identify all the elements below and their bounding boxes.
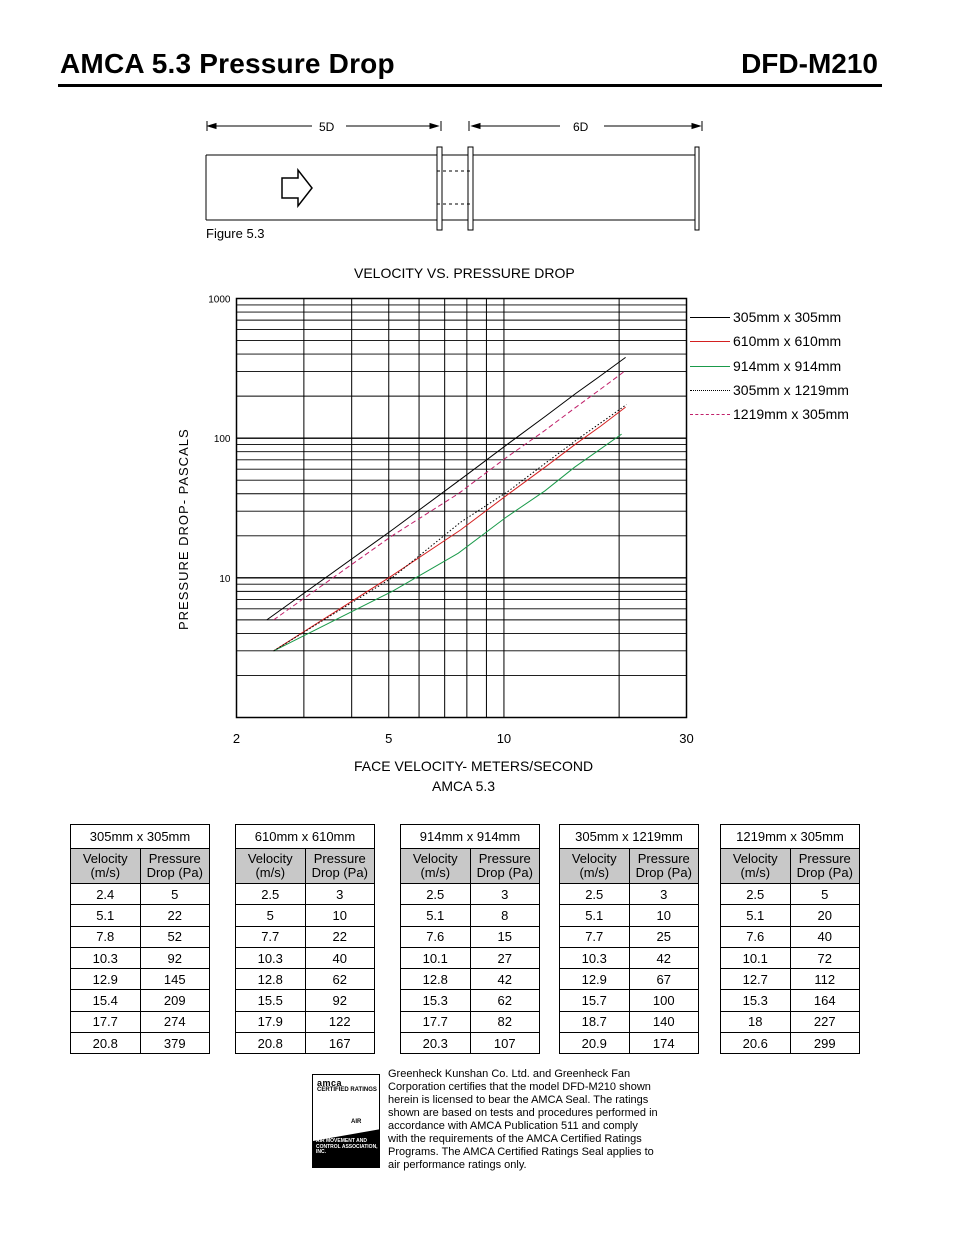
seal-text: AIR MOVEMENT AND CONTROL ASSOCIATION, INC.: [316, 1138, 378, 1155]
pressure-cell: 3: [305, 884, 375, 905]
table-caption: 305mm x 1219mm: [560, 825, 699, 849]
data-table: [400, 824, 540, 1054]
pressure-cell: 145: [140, 969, 210, 990]
velocity-cell: 12.7: [721, 969, 791, 990]
table-row: [721, 905, 860, 926]
velocity-cell: 10.1: [721, 947, 791, 968]
y-tick-label: 10: [219, 573, 231, 585]
table-row: [560, 1033, 699, 1054]
legend-swatch: [690, 317, 730, 318]
table-row: [236, 884, 375, 905]
series-line-3: [274, 405, 627, 651]
table-row: [236, 905, 375, 926]
table-row: [401, 947, 540, 968]
column-header-pressure: Pressure Drop (Pa): [305, 849, 375, 884]
chart-title: VELOCITY VS. PRESSURE DROP: [354, 265, 575, 281]
pressure-cell: 274: [140, 1011, 210, 1032]
velocity-cell: 2.5: [236, 884, 306, 905]
pressure-cell: 10: [305, 905, 375, 926]
table-row: [71, 990, 210, 1011]
velocity-cell: 5.1: [721, 905, 791, 926]
table-row: [560, 969, 699, 990]
series-line-4: [274, 372, 624, 620]
velocity-cell: 2.5: [560, 884, 630, 905]
pressure-cell: 22: [140, 905, 210, 926]
seal-text: amca: [317, 1078, 343, 1088]
x-tick-label: 10: [496, 731, 512, 746]
velocity-cell: 18: [721, 1011, 791, 1032]
velocity-cell: 17.7: [71, 1011, 141, 1032]
x-tick-label: 5: [385, 731, 393, 746]
pressure-cell: 112: [790, 969, 860, 990]
data-table: [559, 824, 699, 1054]
amca-seal-logo: [312, 1074, 380, 1168]
legend-label: 1219mm x 305mm: [733, 406, 849, 423]
data-table: [235, 824, 375, 1054]
legend-swatch: [690, 341, 730, 342]
y-tick-label: 100: [213, 434, 231, 446]
table-row: [71, 905, 210, 926]
seal-text: CERTIFIED RATINGS: [317, 1087, 377, 1093]
column-header-velocity: Velocity (m/s): [721, 849, 791, 884]
velocity-cell: 15.3: [721, 990, 791, 1011]
pressure-cell: 52: [140, 926, 210, 947]
chart-grid: [237, 299, 687, 718]
pressure-cell: 8: [470, 905, 540, 926]
column-header-velocity: Velocity (m/s): [401, 849, 471, 884]
velocity-cell: 20.8: [71, 1033, 141, 1054]
table-row: [401, 905, 540, 926]
table-row: [721, 1033, 860, 1054]
model-number: DFD-M210: [741, 48, 878, 79]
x-axis-label: FACE VELOCITY- METERS/SECOND: [354, 758, 594, 774]
chart-ticks: [208, 295, 693, 747]
table-row: [71, 1033, 210, 1054]
table-caption: 305mm x 305mm: [71, 825, 210, 849]
legend-swatch: [690, 366, 730, 367]
pressure-cell: 100: [629, 990, 699, 1011]
data-table: [720, 824, 860, 1054]
series-line-1: [274, 407, 626, 651]
chart-series: [267, 357, 627, 651]
y-tick-label: 1000: [208, 294, 231, 306]
pressure-cell: 20: [790, 905, 860, 926]
table-row: [560, 905, 699, 926]
table-row: [721, 1011, 860, 1032]
table-row: [721, 947, 860, 968]
table-row: [71, 969, 210, 990]
table-row: [721, 990, 860, 1011]
table-row: [721, 926, 860, 947]
legend-label: 914mm x 914mm: [733, 357, 842, 374]
pressure-cell: 3: [629, 884, 699, 905]
pressure-cell: 167: [305, 1033, 375, 1054]
column-header-pressure: Pressure Drop (Pa): [140, 849, 210, 884]
velocity-cell: 15.7: [560, 990, 630, 1011]
column-header-pressure: Pressure Drop (Pa): [790, 849, 860, 884]
pressure-cell: 10: [629, 905, 699, 926]
pressure-cell: 174: [629, 1033, 699, 1054]
pressure-cell: 140: [629, 1011, 699, 1032]
table-row: [236, 1011, 375, 1032]
column-header-pressure: Pressure Drop (Pa): [470, 849, 540, 884]
table-row: [236, 926, 375, 947]
table-row: [401, 969, 540, 990]
pressure-cell: 62: [470, 990, 540, 1011]
table-row: [236, 947, 375, 968]
pressure-cell: 5: [140, 884, 210, 905]
table-row: [71, 1011, 210, 1032]
velocity-cell: 20.3: [401, 1033, 471, 1054]
velocity-cell: 7.7: [236, 926, 306, 947]
pressure-cell: 40: [790, 926, 860, 947]
series-line-0: [267, 357, 626, 620]
table-row: [236, 969, 375, 990]
table-row: [401, 1011, 540, 1032]
column-header-pressure: Pressure Drop (Pa): [629, 849, 699, 884]
pressure-cell: 62: [305, 969, 375, 990]
table-caption: 914mm x 914mm: [401, 825, 540, 849]
table-caption: 1219mm x 305mm: [721, 825, 860, 849]
legend-label: 305mm x 1219mm: [733, 381, 849, 398]
pressure-cell: 164: [790, 990, 860, 1011]
pressure-cell: 42: [470, 969, 540, 990]
table-caption: 610mm x 610mm: [236, 825, 375, 849]
pressure-cell: 209: [140, 990, 210, 1011]
velocity-cell: 10.3: [71, 947, 141, 968]
column-header-velocity: Velocity (m/s): [560, 849, 630, 884]
velocity-cell: 12.8: [401, 969, 471, 990]
table-row: [721, 969, 860, 990]
table-row: [560, 1011, 699, 1032]
column-header-velocity: Velocity (m/s): [236, 849, 306, 884]
velocity-cell: 7.6: [401, 926, 471, 947]
seal-text: AIR: [351, 1119, 362, 1125]
velocity-cell: 7.8: [71, 926, 141, 947]
velocity-cell: 17.7: [401, 1011, 471, 1032]
table-row: [71, 926, 210, 947]
velocity-cell: 15.3: [401, 990, 471, 1011]
velocity-cell: 5.1: [71, 905, 141, 926]
x-axis-sublabel: AMCA 5.3: [432, 778, 496, 794]
velocity-cell: 7.6: [721, 926, 791, 947]
legend-swatch: [690, 390, 730, 391]
dim-label-5d: 5D: [319, 120, 335, 134]
pressure-cell: 107: [470, 1033, 540, 1054]
velocity-cell: 7.7: [560, 926, 630, 947]
table-row: [560, 884, 699, 905]
pressure-cell: 3: [470, 884, 540, 905]
velocity-cell: 5.1: [401, 905, 471, 926]
pressure-cell: 67: [629, 969, 699, 990]
table-row: [71, 884, 210, 905]
velocity-cell: 20.6: [721, 1033, 791, 1054]
pressure-cell: 82: [470, 1011, 540, 1032]
pressure-cell: 227: [790, 1011, 860, 1032]
table-row: [560, 947, 699, 968]
pressure-cell: 40: [305, 947, 375, 968]
legend-label: 305mm x 305mm: [733, 309, 842, 325]
table-row: [71, 947, 210, 968]
table-row: [560, 926, 699, 947]
velocity-cell: 2.5: [401, 884, 471, 905]
table-row: [401, 926, 540, 947]
pressure-cell: 92: [140, 947, 210, 968]
y-axis-label: PRESSURE DROP- PASCALS: [176, 428, 191, 630]
pressure-cell: 42: [629, 947, 699, 968]
table-row: [236, 990, 375, 1011]
velocity-cell: 5: [236, 905, 306, 926]
velocity-cell: 20.8: [236, 1033, 306, 1054]
table-row: [401, 990, 540, 1011]
x-tick-label: 30: [679, 731, 694, 746]
pressure-cell: 379: [140, 1033, 210, 1054]
table-row: [401, 884, 540, 905]
velocity-cell: 12.9: [560, 969, 630, 990]
velocity-cell: 20.9: [560, 1033, 630, 1054]
velocity-cell: 17.9: [236, 1011, 306, 1032]
velocity-cell: 10.3: [236, 947, 306, 968]
velocity-cell: 15.5: [236, 990, 306, 1011]
velocity-cell: 2.4: [71, 884, 141, 905]
velocity-cell: 12.9: [71, 969, 141, 990]
pressure-cell: 22: [305, 926, 375, 947]
legend-swatch: [690, 414, 730, 415]
table-row: [560, 990, 699, 1011]
velocity-cell: 5.1: [560, 905, 630, 926]
page-title: AMCA 5.3 Pressure Drop: [60, 48, 395, 79]
series-line-2: [274, 434, 622, 651]
column-header-velocity: Velocity (m/s): [71, 849, 141, 884]
x-tick-label: 2: [232, 731, 241, 746]
pressure-cell: 15: [470, 926, 540, 947]
velocity-cell: 15.4: [71, 990, 141, 1011]
pressure-cell: 27: [470, 947, 540, 968]
table-row: [236, 1033, 375, 1054]
legend-label: 610mm x 610mm: [733, 333, 842, 350]
certification-text: Greenheck Kunshan Co. Ltd. and Greenheck Fan Corporation certifies that the model DFD-M210 shown herein is licensed to bear the AMCA Seal. The ratings shown are based on tests and procedures performed in accordance with AMCA Publication 511 and comply with the requirements of the AMCA Certified Ratings Programs. The AMCA Certified Ratings Seal applies to air performance ratings only.: [388, 1068, 658, 1171]
table-row: [721, 884, 860, 905]
dim-label-6d: 6D: [573, 120, 589, 134]
figure-caption: Figure 5.3: [206, 226, 265, 241]
velocity-cell: 2.5: [721, 884, 791, 905]
pressure-cell: 5: [790, 884, 860, 905]
pressure-cell: 92: [305, 990, 375, 1011]
pressure-cell: 72: [790, 947, 860, 968]
table-row: [401, 1033, 540, 1054]
velocity-cell: 12.8: [236, 969, 306, 990]
pressure-cell: 25: [629, 926, 699, 947]
velocity-cell: 10.3: [560, 947, 630, 968]
pressure-cell: 122: [305, 1011, 375, 1032]
velocity-cell: 10.1: [401, 947, 471, 968]
pressure-cell: 299: [790, 1033, 860, 1054]
velocity-cell: 18.7: [560, 1011, 630, 1032]
data-table: [70, 824, 210, 1054]
